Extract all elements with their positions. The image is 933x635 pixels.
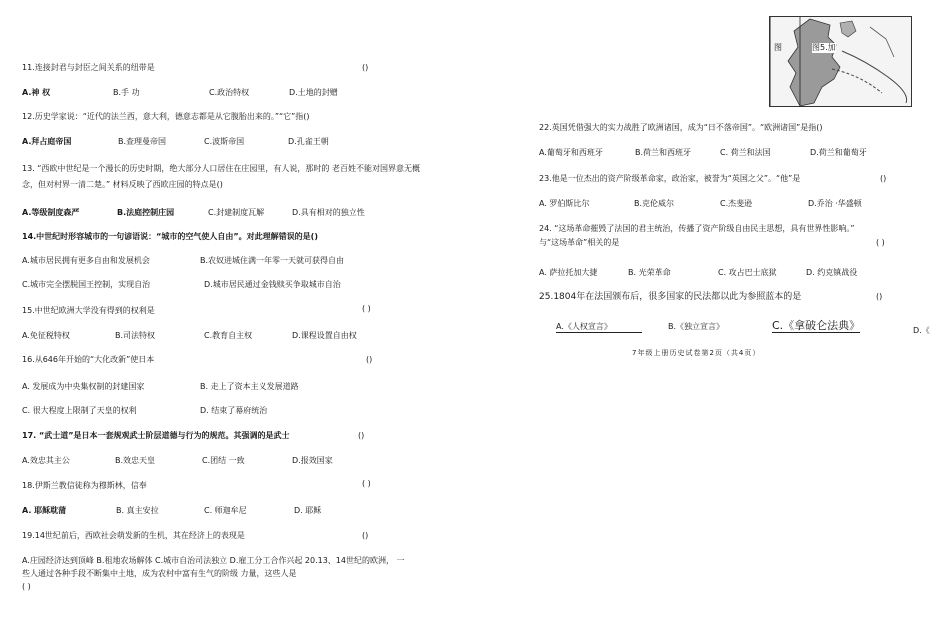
q20-stem-line2: 些人通过各种手段不断集中土地，成为农村中富有生气的阶级 力量，这些人是: [22, 569, 297, 578]
q17-option-a: A.效忠其主公: [22, 456, 70, 465]
q24-paren: ( ): [876, 238, 885, 247]
q24-option-a: A. 萨拉托加大捷: [539, 268, 598, 277]
q12-option-c: C.波斯帝国: [204, 137, 245, 146]
q19-stem: 19.14世纪前后，西欧社会萌发新的生机，其在经济上的表现是: [22, 531, 245, 540]
q13-option-c: C.封建制度瓦解: [208, 208, 265, 217]
q24-stem-line2: 与“这场革命”相关的是: [539, 238, 620, 247]
q18-option-b: B. 真主安拉: [116, 506, 159, 515]
q14-option-c: C.城市完全摆脱国王控制，实现自治: [22, 280, 151, 289]
q24-option-b: B. 光荣革命: [628, 268, 671, 277]
map-label-mid: 图5.加: [812, 43, 836, 52]
q12-stem: 12.历史学家说：“近代的法兰西，意大利，德意志都是从它腹胎出来的。”“它”指(): [22, 112, 310, 121]
q11-option-c: C.政治特权: [209, 88, 250, 97]
q25-option-a-text: A.《人权宣言》: [556, 322, 612, 331]
q25-blank-a: [612, 322, 642, 333]
q25-option-b: B.《独立宣言》: [668, 322, 725, 331]
q18-stem: 18.伊斯兰教信徒称为穆斯林，信奉: [22, 481, 147, 490]
q15-option-c: C.教育自主权: [204, 331, 253, 340]
q14-option-a: A.城市居民拥有更多自由和发展机会: [22, 256, 150, 265]
q16-stem: 16.从646年开始的“大化改新”使日本: [22, 355, 155, 364]
q13-option-a: A.等级制度森严: [22, 208, 80, 217]
q17-paren: (): [358, 431, 365, 440]
q15-option-d: D.课程设置自由权: [292, 331, 357, 340]
q16-option-a: A. 发展成为中央集权制的封建国家: [22, 382, 145, 391]
q17-option-d: D.报效国家: [292, 456, 333, 465]
q14-option-b: B.农奴进城住满一年零一天就可获得自由: [200, 256, 345, 265]
q25-paren: (): [876, 292, 883, 301]
q12-option-d: D.孔雀王朝: [288, 137, 329, 146]
q22-stem: 22.英国凭借强大的实力战胜了欧洲诸国，成为“日不落帝国”。“欧洲诸国”是指(): [539, 123, 823, 132]
map-label-left: 图: [774, 43, 782, 52]
q19-options-q20-line: A.庄园经济达到顶峰 B.租地农场解体 C.城市自治司法独立 D.雇工分工合作兴起 20.13、14世纪的欧洲， 一: [22, 556, 405, 565]
q12-option-a: A.拜占庭帝国: [22, 137, 72, 146]
q25-option-d: D.《: [913, 326, 930, 335]
q24-stem-line1: 24. “这场革命摧毁了法国的君主统治，传播了资产阶级自由民主思想，具有世界性影响。”: [539, 224, 855, 233]
q16-option-b: B. 走上了资本主义发展道路: [200, 382, 299, 391]
q25-option-c-text: C.《拿破仑法典》: [772, 319, 861, 332]
q17-option-b: B.效忠天皇: [115, 456, 156, 465]
map-drawing: [770, 17, 911, 106]
q23-stem: 23.他是一位杰出的资产阶级革命家，政治家，被誉为“英国之父”。“他”是: [539, 174, 801, 183]
q23-option-c: C.杰斐逊: [720, 199, 753, 208]
q14-stem: 14.中世纪时形容城市的一句谚语说：“城市的空气使人自由”。对此理解错误的是(): [22, 232, 318, 241]
q15-option-b: B.司法特权: [115, 331, 156, 340]
q15-paren: ( ): [362, 304, 371, 313]
q16-option-d: D. 结束了幕府统治: [200, 406, 268, 415]
q13-option-d: D.具有相对的独立性: [292, 208, 365, 217]
q16-option-c: C. 很大程度上限制了天皇的权利: [22, 406, 137, 415]
q24-option-d: D. 约克镇战役: [806, 268, 858, 277]
page-footer: 7年级上册历史试卷第2页（共4页）: [632, 349, 761, 357]
q25-stem: 25.1804年在法国颁布后，很多国家的民法都以此为参照蓝本的是: [539, 292, 802, 302]
q11-stem: 11.连接封君与封臣之间关系的纽带是: [22, 63, 155, 72]
q23-paren: (): [880, 174, 887, 183]
q22-option-b: B.荷兰和西班牙: [635, 148, 692, 157]
q24-option-c: C. 攻占巴士底狱: [718, 268, 777, 277]
q11-option-b: B.手 功: [113, 88, 140, 97]
q13-option-b: B.法庭控制庄园: [117, 208, 175, 217]
q17-stem: 17. “武士道”是日本一套规观武士阶层道德与行为的规范。其强调的是武士: [22, 431, 290, 440]
q22-option-d: D.荷兰和葡萄牙: [810, 148, 867, 157]
map-figure: [769, 16, 912, 107]
q16-paren: (): [366, 355, 373, 364]
q22-option-a: A.葡萄牙和西班牙: [539, 148, 603, 157]
q25-option-a: [556, 322, 642, 333]
q15-stem: 15.中世纪欧洲大学没有得到的权利是: [22, 306, 155, 315]
q18-option-a: A. 耶稣耽蒲: [22, 506, 67, 515]
q18-option-c: C. 师迦牟尼: [204, 506, 247, 515]
q23-option-b: B.克伦威尔: [634, 199, 675, 208]
q15-option-a: A.免征税特权: [22, 331, 70, 340]
q12-option-b: B.查理曼帝国: [118, 137, 167, 146]
q11-option-d: D.土地的封赠: [289, 88, 338, 97]
q19-paren: (): [362, 531, 369, 540]
q11-option-a: A.神 权: [22, 88, 51, 97]
q23-option-d: D.乔治 ·华盛顿: [808, 199, 862, 208]
q13-stem-line2: 念，但对村界一清二楚。” 材料反映了西欧庄园的特点是(): [22, 180, 223, 189]
q14-option-d: D.城市居民通过金钱赎买争取城市自治: [204, 280, 341, 289]
q18-option-d: D. 耶稣: [294, 506, 322, 515]
q22-option-c: C. 荷兰和法国: [720, 148, 771, 157]
q17-option-c: C.团结 一致: [202, 456, 245, 465]
q25-option-c: [772, 319, 860, 333]
q23-option-a: A. 罗伯斯比尔: [539, 199, 590, 208]
q13-stem-line1: 13. “西欧中世纪是一个漫长的历史时期，绝大部分人口居住在庄园里，有人说，那时的 老百姓不能对国界意无概: [22, 164, 420, 173]
q20-paren: ( ): [22, 582, 31, 591]
q18-paren: ( ): [362, 479, 371, 488]
q11-paren: (): [362, 63, 369, 72]
